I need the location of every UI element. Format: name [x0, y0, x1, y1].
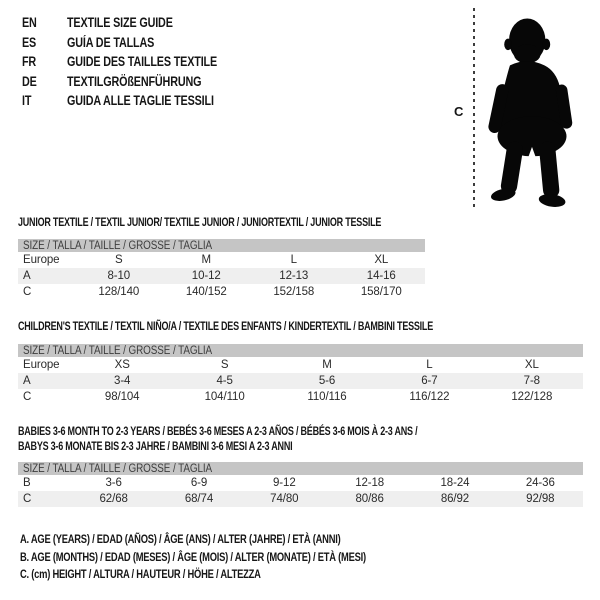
table-cell: 128/140 [98, 286, 140, 298]
table-cell: 80/86 [355, 493, 384, 505]
table-cell: 3-6 [105, 477, 122, 489]
column-header: S [220, 359, 229, 371]
table-cell: 110/116 [307, 391, 347, 403]
language-code: EN [22, 15, 37, 30]
language-row [22, 13, 255, 33]
babies-size-table [18, 462, 583, 507]
table-cell: 104/110 [204, 391, 245, 403]
table-cell: 12-13 [279, 270, 309, 282]
table-header-row [18, 357, 583, 373]
table-cell: 18-24 [440, 477, 470, 489]
size-bar-label: SIZE / TALLA / TAILLE / GRÖSSE / TAGLIA [23, 344, 213, 357]
column-header: L [426, 359, 433, 371]
column-header: Europe [23, 254, 60, 266]
section-heading-children: CHILDREN'S TEXTILE / TEXTIL NIÑO/A / TEXTILE DES ENFANTS / KINDERTEXTIL / BAMBINI TESSILE [18, 319, 433, 333]
junior-size-table [18, 239, 425, 300]
table-cell: 98/104 [104, 391, 140, 403]
children-size-table [18, 344, 583, 405]
table-cell: 158/170 [360, 286, 402, 298]
toddler-silhouette-icon [484, 6, 580, 212]
language-row [22, 91, 255, 111]
size-bar-label: SIZE / TALLA / TAILLE / GRÖSSE / TAGLIA [23, 462, 213, 475]
height-measure-label: C [454, 104, 464, 119]
language-list [22, 13, 255, 111]
section-heading-babies [18, 424, 417, 453]
table-cell: 4-5 [216, 375, 233, 387]
table-cell: 6-7 [421, 375, 438, 387]
table-cell: 122/128 [511, 391, 553, 403]
table-cell: 140/152 [185, 286, 227, 298]
column-header: Europe [23, 359, 60, 371]
legend-line-b: B. AGE (MONTHS) / EDAD (MESES) / ÂGE (MOIS) / ALTER (MONATE) / ETÀ (MESI) [20, 549, 366, 564]
column-header: XL [524, 359, 539, 371]
table-cell: 74/80 [270, 493, 299, 505]
table-row-b [18, 475, 583, 491]
size-bar [18, 344, 583, 357]
table-cell: 152/158 [273, 286, 315, 298]
table-cell: 14-16 [366, 270, 396, 282]
table-cell: 116/122 [409, 391, 450, 403]
language-title: GUÍA DE TALLAS [67, 34, 155, 50]
language-code: IT [22, 93, 32, 108]
size-bar [18, 239, 425, 252]
table-row-c [18, 284, 425, 300]
size-bar-label: SIZE / TALLA / TAILLE / GRÖSSE / TAGLIA [23, 239, 213, 252]
legend-line-c: C. (cm) HEIGHT / ALTURA / HAUTEUR / HÖHE / ALTEZZA [20, 567, 261, 581]
table-row-a [18, 373, 583, 389]
row-label: C [23, 391, 32, 403]
table-row-c [18, 491, 583, 507]
table-cell: 7-8 [523, 375, 540, 387]
table-cell: 68/74 [184, 493, 214, 505]
language-title: TEXTILGRÖßENFÜHRUNG [67, 73, 202, 89]
height-measure-dotted-line [473, 8, 475, 210]
table-cell: 62/68 [99, 493, 128, 505]
language-title: TEXTILE SIZE GUIDE [67, 15, 173, 30]
section-heading-junior: JUNIOR TEXTILE / TEXTIL JUNIOR/ TEXTILE JUNIOR / JUNIORTEXTIL / JUNIOR TESSILE [18, 215, 382, 229]
language-code: DE [22, 73, 37, 89]
language-row [22, 72, 255, 92]
language-row [22, 33, 255, 53]
column-header: XS [114, 359, 130, 371]
language-title: GUIDE DES TAILLES TEXTILE [67, 54, 218, 69]
column-header: M [201, 254, 211, 266]
column-header: XL [374, 254, 389, 266]
table-cell: 6-9 [190, 477, 208, 489]
row-label: C [23, 286, 32, 298]
table-cell: 8-10 [107, 270, 131, 282]
language-row [22, 52, 255, 72]
table-cell: 92/98 [526, 493, 555, 505]
babies-heading-line1: BABIES 3-6 MONTH TO 2-3 YEARS / BEBÉS 3-6 MESES A 2-3 AÑOS / BÉBÉS 3-6 MOIS À 2-3 ANS / [18, 424, 418, 438]
column-header: M [322, 359, 332, 371]
row-label: A [23, 270, 31, 282]
table-cell: 10-12 [191, 270, 221, 282]
column-header: S [114, 254, 123, 266]
table-cell: 5-6 [318, 375, 336, 387]
table-cell: 86/92 [440, 493, 470, 505]
table-header-row [18, 252, 425, 268]
table-cell: 9-12 [273, 477, 296, 489]
row-label: C [23, 493, 32, 505]
column-header: L [290, 254, 297, 266]
table-cell: 24-36 [525, 477, 555, 489]
row-label: B [23, 477, 31, 489]
size-bar [18, 462, 583, 475]
table-row-a [18, 268, 425, 284]
language-code: ES [22, 34, 37, 50]
row-label: A [23, 375, 31, 387]
table-cell: 12-18 [355, 477, 385, 489]
legend-line-a: A. AGE (YEARS) / EDAD (AÑOS) / ÂGE (ANS) / ALTER (JAHRE) / ETÀ (ANNI) [20, 532, 341, 546]
table-cell: 3-4 [114, 375, 131, 387]
legend [20, 531, 463, 584]
babies-heading-line2: BABYS 3-6 MONATE BIS 2-3 JAHRE / BAMBINI 3-6 MESI A 2-3 ANNI [18, 438, 293, 453]
language-code: FR [22, 54, 37, 69]
language-title: GUIDA ALLE TAGLIE TESSILI [67, 93, 214, 108]
table-row-c [18, 389, 583, 405]
